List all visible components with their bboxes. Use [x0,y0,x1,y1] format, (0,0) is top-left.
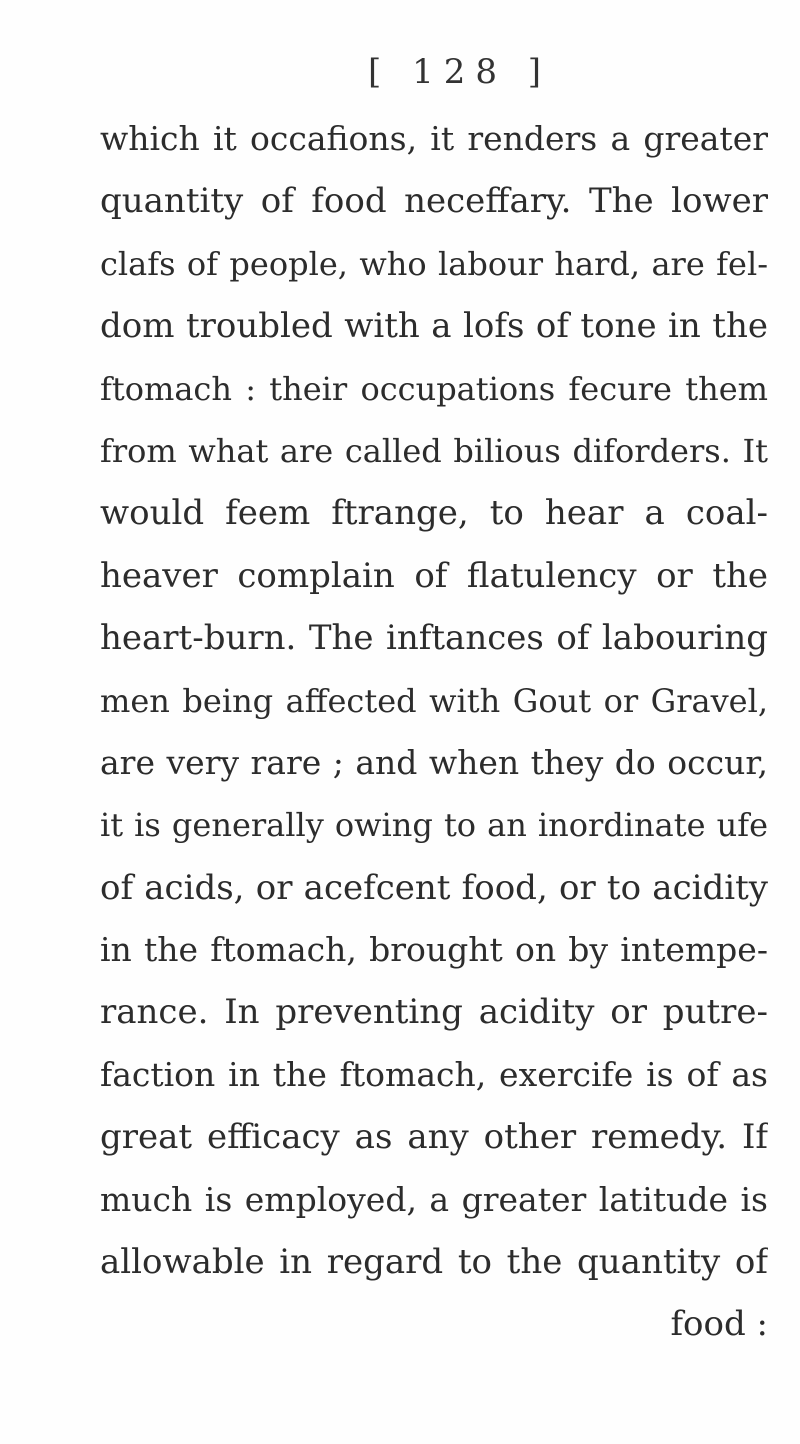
text-line: heaver complain of flatulency or the [100,555,768,596]
body-text [100,108,768,1356]
text-line: quantity of food neceffary. The lower [100,181,768,222]
text-line: dom troubled with a lofs of tone in the [100,306,768,347]
catchword-line: food : [670,1304,768,1345]
text-line: in the ftomach, brought on by intempe- [100,930,768,970]
text-line: ftomach : their occupations fecure them [100,369,768,408]
text-line: from what are called bilious diforders. It [100,431,768,470]
text-line: allowable in regard to the quantity of [100,1242,768,1283]
text-line: it is generally owing to an inordinate ufe [100,806,768,845]
text-line: are very rare ; and when they do occur, [100,742,768,782]
text-line: would feem ftrange, to hear a coal- [100,493,768,534]
text-line: which it occafions, it renders a greater [100,119,768,158]
text-line: of acids, or acefcent food, or to acidity [100,867,768,908]
text-line: clafs of people, who labour hard, are fel- [100,244,768,283]
text-line: rance. In preventing acidity or putre- [100,992,768,1033]
text-line: much is employed, a greater latitude is [100,1179,768,1219]
text-line: faction in the ftomach, exercife is of as [100,1054,768,1094]
text-line: men being affected with Gout or Gravel, [100,681,768,720]
text-line: heart-burn. The inftances of labouring [100,618,768,659]
text-line: great efficacy as any other remedy. If [100,1117,768,1158]
page-number-header: [ 128 ] [368,52,552,92]
